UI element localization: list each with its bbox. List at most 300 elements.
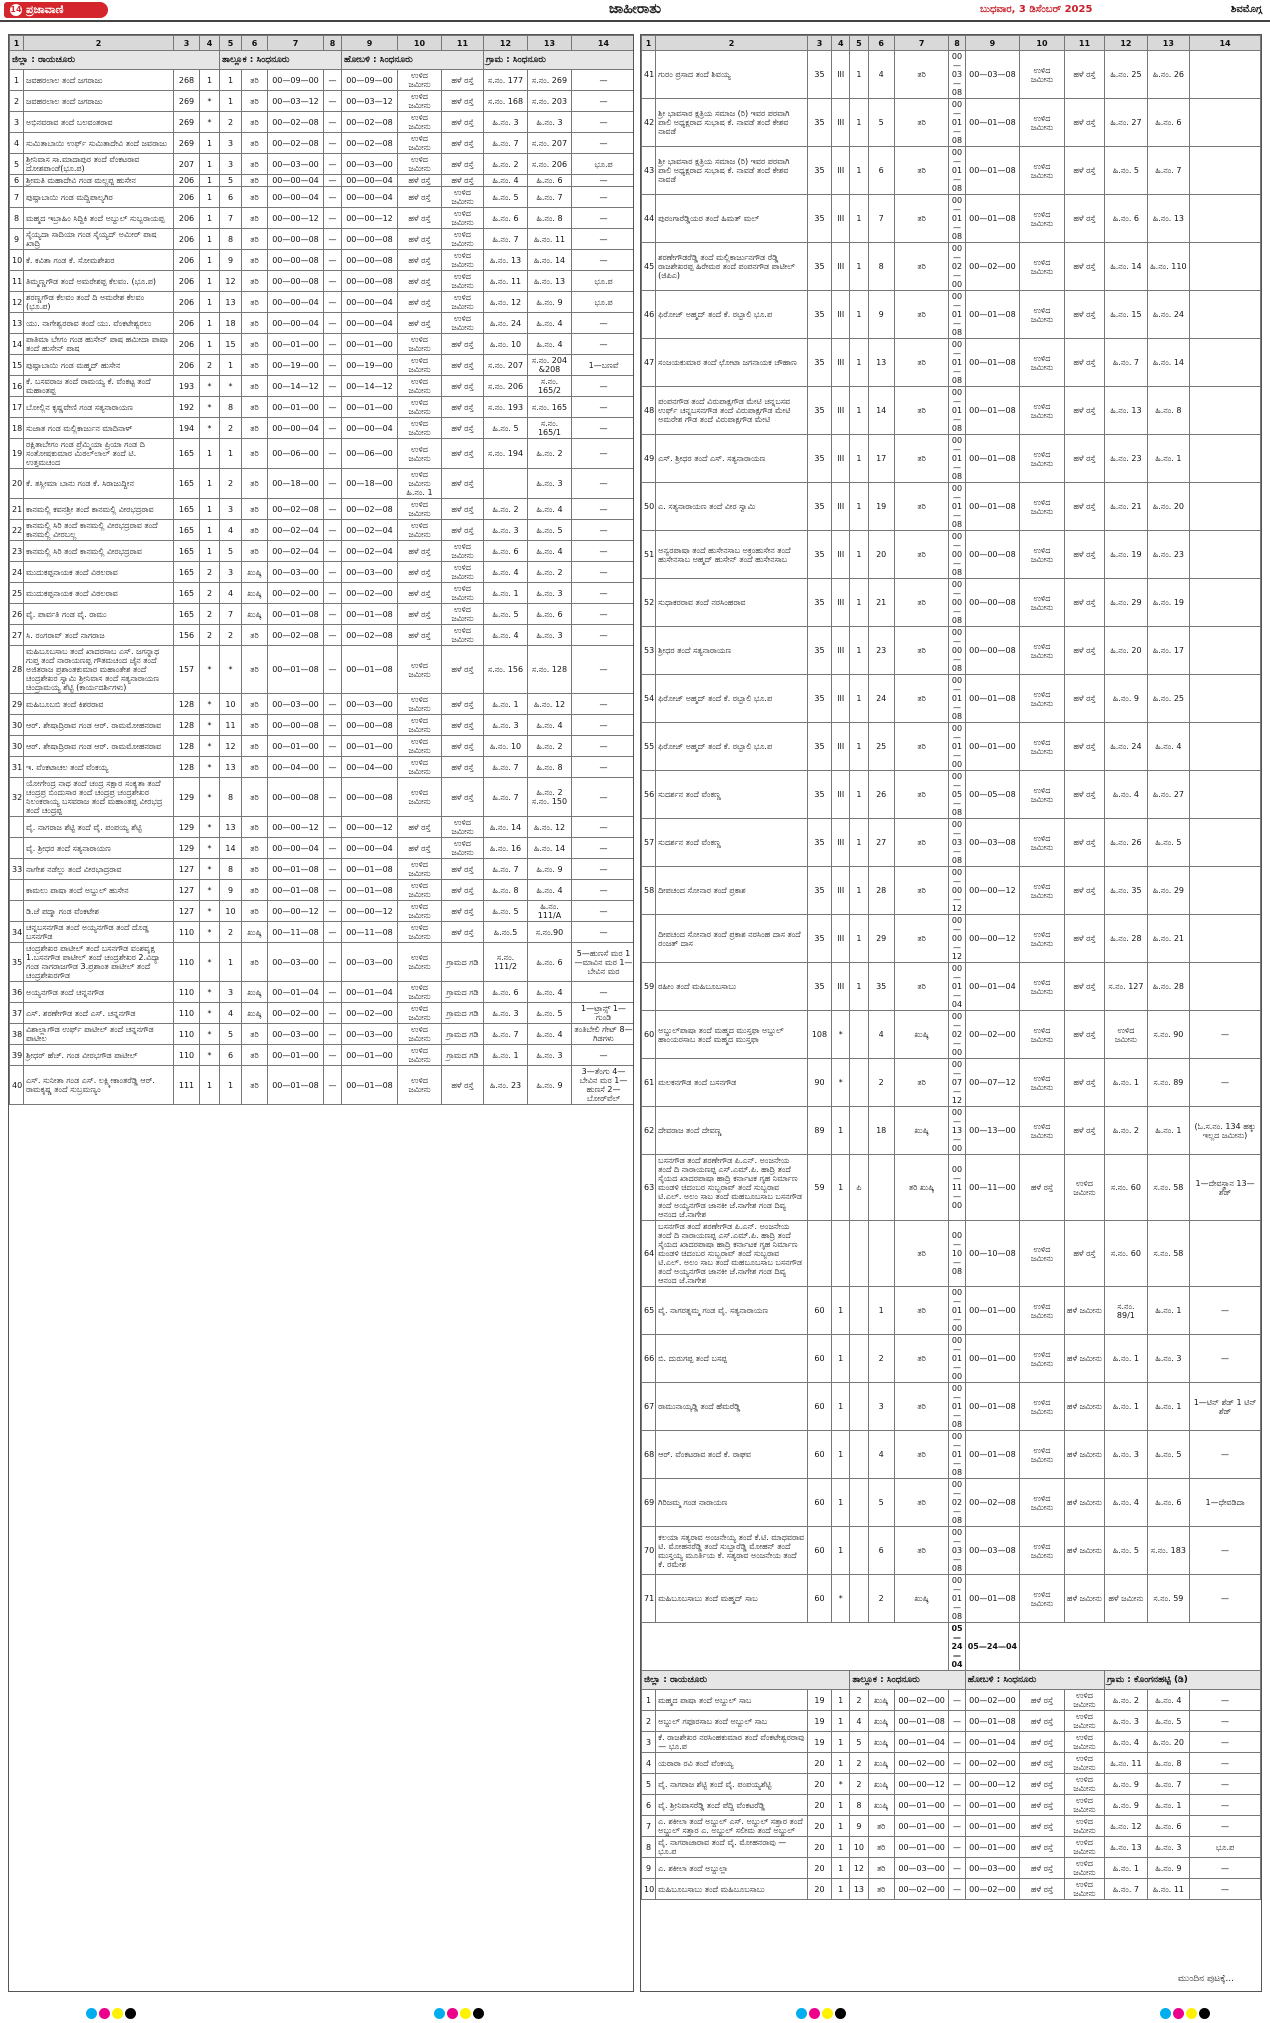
table-cell: ಹಿ.ನಂ. 2 (528, 439, 572, 469)
table-cell: 41 (642, 51, 656, 99)
table-cell: ಉಳಿದ ಜಮೀನು ಹಿ.ನಂ. 1 (398, 469, 442, 499)
table-cell: 00—01—08 (965, 675, 1020, 723)
table-cell: 108 (807, 1011, 831, 1059)
table-cell: 90 (807, 1059, 831, 1107)
column-header: 4 (200, 36, 220, 51)
table-cell: ಉಳಿದ ಜಮೀನು (1020, 1221, 1065, 1287)
table-cell: * (200, 694, 220, 715)
table-cell: 00—02—04 (342, 541, 398, 562)
table-cell: ತರಿ (242, 376, 268, 397)
table-cell: 3 (868, 1383, 894, 1431)
table-cell: ತರಿ (242, 838, 268, 859)
table-cell: 13 (220, 757, 242, 778)
table-cell: ಉಳಿದ ಜಮೀನು (398, 355, 442, 376)
table-cell: 00—03—12 (268, 91, 324, 112)
table-cell: ಆರ್. ವೆಂಕಟರಾವ ತಂದೆ ಕೆ. ರಾಘವ (656, 1431, 808, 1479)
table-cell: ಹಳೆ ರಸ್ತೆ (1064, 1221, 1104, 1287)
table-cell: 2 (220, 922, 242, 943)
table-cell: ಉಳಿದ ಜಮೀನು (442, 604, 484, 625)
table-cell: 00—00—12 (342, 901, 398, 922)
table-cell: — (1190, 1774, 1261, 1795)
table-cell: ಯರಾರಾ ರವಿ ತಂದೆ ವೆಂಕಯ್ಯ (656, 1753, 808, 1774)
table-cell: 11 (10, 271, 24, 292)
registration-dot (796, 2008, 807, 2019)
table-cell: 30 (10, 715, 24, 736)
table-cell (850, 1335, 868, 1383)
table-cell: — (572, 838, 635, 859)
table-cell: 00—13—00 (965, 1107, 1020, 1155)
table-cell: 35 (10, 943, 24, 982)
table-cell: 31 (10, 757, 24, 778)
table-cell (868, 1155, 894, 1221)
table-cell: ಮುದುಕಪ್ಪನಾಯಕ ತಂದೆ ವಿಠಲರಾವ (24, 562, 174, 583)
table-cell: 1 (832, 1879, 850, 1900)
table-cell: ಹಿ.ನಂ. 5 (484, 187, 528, 208)
table-cell: ಉಳಿದ ಜಮೀನು (1064, 1837, 1104, 1858)
table-cell: 60 (807, 1287, 831, 1335)
table-cell: ಹಿ.ನಂ. 7 (528, 187, 572, 208)
table-cell: 00—01—00 (342, 334, 398, 355)
table-cell: — (572, 91, 635, 112)
table-cell: ಗ್ರಾಮದ ಗಡಿ (442, 1024, 484, 1045)
table-cell: 00—06—00 (342, 439, 398, 469)
table-cell: 3 (220, 154, 242, 175)
table-cell: 44 (642, 195, 656, 243)
table-row (10, 334, 635, 355)
table-cell (1190, 627, 1261, 675)
table-cell: 1 (832, 1107, 850, 1155)
table-cell: 00—00—12 (268, 817, 324, 838)
table-cell: ಪಂಪನಗೌಡ ತಂದೆ ವಿರುಪಾಕ್ಷಗೌಡ ಮೇಟಿ ಚನ್ನಬಸವ ಉರ್ಫ್ ಚನ್ನಬಸನಗೌಡ ತಂದೆ ವಿರುಪಾಕ್ಷಗೌಡ ಮೇಟಿ ಅಮರೇಶ ಗೌಡ ತಂದೆ ವಿರುಪಾಕ್ಷಗೌಡ ಮೇಟಿ (656, 387, 808, 435)
section-title: ಜಾಹೀರಾತು (608, 1, 662, 17)
table-cell: ಹಿ.ನಂ. 3 (1105, 1711, 1147, 1732)
table-cell: 00—02—08 (965, 1479, 1020, 1527)
table-cell: — (572, 715, 635, 736)
table-cell: 00—02—00 (894, 1690, 949, 1711)
table-cell: ಉಳಿದ ಜಮೀನು (398, 715, 442, 736)
table-cell: 13 (220, 292, 242, 313)
table-cell: ವೈ. ನಾಗರತ್ನಮ್ಮ ಗಂಡ ವೈ. ಸತ್ಯನಾರಾಯಣ (656, 1287, 808, 1335)
registration-dot (86, 2008, 97, 2019)
table-cell: 1 (832, 1858, 850, 1879)
table-cell: ಗ್ರಾಮದ ಗಡಿ (442, 982, 484, 1003)
table-cell: ಸ.ನಂ. 194 (484, 439, 528, 469)
table-cell: * (200, 943, 220, 982)
table-cell: 36 (10, 982, 24, 1003)
table-cell: ಸುಮಿತಾಬಾಯಿ ಉರ್ಫ್ ಸುಮಿತಾದೇವಿ ತಂದೆ ಜವರಾಜು (24, 133, 174, 154)
table-cell: * (832, 1011, 850, 1059)
table-row (642, 1575, 1261, 1623)
table-cell: — (324, 922, 342, 943)
registration-dot (1186, 2008, 1197, 2019)
table-cell: * (200, 715, 220, 736)
table-cell: — (324, 1066, 342, 1105)
table-cell: III (832, 819, 850, 867)
table-row (642, 51, 1261, 99)
table-cell: ಹಿ.ನಂ. 1 (1105, 1335, 1147, 1383)
table-cell: 50 (642, 483, 656, 531)
table-cell: III (832, 963, 850, 1011)
table-cell: ತರಿ (242, 355, 268, 376)
table-cell: 128 (174, 715, 200, 736)
table-cell: 65 (642, 1287, 656, 1335)
table-cell: * (200, 859, 220, 880)
table-cell: ತರಿ (242, 70, 268, 91)
table-cell: * (200, 1003, 220, 1024)
table-cell: 3 (220, 499, 242, 520)
right-table (641, 35, 1261, 1900)
table-cell: 35 (807, 531, 831, 579)
table-cell: ಉಳಿದ ಜಮೀನು (398, 901, 442, 922)
table-cell: 1 (220, 1066, 242, 1105)
table-cell: ಉಳಿದ ಜಮೀನು (1020, 291, 1065, 339)
table-cell: ಉಳಿದ ಜಮೀನು (398, 859, 442, 880)
table-cell (850, 1287, 868, 1335)
table-cell: ಹಳೆ ರಸ್ತೆ (1064, 51, 1104, 99)
table-cell: ಹಿ.ನಂ. 6 (484, 982, 528, 1003)
table-cell: 35 (807, 339, 831, 387)
table-cell: ಉಳಿದ ಜಮೀನು (398, 376, 442, 397)
table-cell: 3 (220, 562, 242, 583)
table-cell: 00—04—00 (342, 757, 398, 778)
table-cell: III (832, 387, 850, 435)
table-cell: 1 (850, 387, 868, 435)
table-cell: 3—ತೆಂಗು 4—ಬೇವಿನ ಮರ 1—ಹುಣಸೆ 2—ಬೋರ್‌ವೆಲ್ (572, 1066, 635, 1105)
table-cell: 00—01—00 (268, 334, 324, 355)
table-cell: ಹಿ.ನಂ. 2 ಸ.ನಂ. 150 (528, 778, 572, 817)
table-cell: 1 (200, 541, 220, 562)
table-cell: ಹಳೆ ರಸ್ತೆ (1020, 1753, 1065, 1774)
table-cell: — (324, 133, 342, 154)
table-cell: 00—00—08 (949, 579, 965, 627)
column-header: 13 (1147, 36, 1189, 51)
table-cell: ಹಿ.ನಂ. 14 (528, 250, 572, 271)
table-cell: 00—02—04 (342, 520, 398, 541)
table-cell: 00—01—04 (949, 963, 965, 1011)
column-header: 7 (894, 36, 949, 51)
table-cell: 111 (174, 1066, 200, 1105)
table-cell: ಸ.ನಂ. 127 (1105, 963, 1147, 1011)
table-cell: ಉಳಿದ ಜಮೀನು (442, 817, 484, 838)
table-cell: ಹಿ.ನಂ. 4 (528, 541, 572, 562)
table-cell: — (324, 562, 342, 583)
table-cell: ಹಿ.ನಂ. 6 (528, 175, 572, 187)
table-cell: ಉಳಿದ ಜಮೀನು (1020, 531, 1065, 579)
table-cell: ಖುಷ್ಕಿ (868, 1711, 894, 1732)
table-cell: ಸ.ನಂ. 60 (1105, 1155, 1147, 1221)
table-cell: ಹಿ.ನಂ. 7 (1147, 147, 1189, 195)
table-cell: ಉಳಿದ ಜಮೀನು (398, 922, 442, 943)
table-cell: ಖುಷ್ಕಿ (868, 1795, 894, 1816)
table-cell: 1—ಟಿನ್ ಶೆಡ್ 1 ಟಿನ್ ಶೆಡ್ (1190, 1383, 1261, 1431)
table-cell: 16 (10, 376, 24, 397)
table-cell: ತರಿ (242, 499, 268, 520)
table-row (10, 376, 635, 397)
table-cell: ತರಿ (894, 1059, 949, 1107)
table-cell: ತರಿ (894, 435, 949, 483)
table-cell: 00—00—08 (268, 715, 324, 736)
table-cell: ಹಳೆ ರಸ್ತೆ (442, 646, 484, 694)
table-cell: 10 (642, 1879, 656, 1900)
table-cell: — (949, 1879, 965, 1900)
table-row (10, 313, 635, 334)
table-row (642, 1795, 1261, 1816)
table-cell: ಸ.ನಂ. 183 (1147, 1527, 1189, 1575)
table-cell: — (324, 982, 342, 1003)
table-cell: 7 (642, 1816, 656, 1837)
table-cell: ಯೋಗೇಂದ್ರ ನಾಥ ತಂದೆ ಚಂದ್ರ ಸಕ್ಷಾರ ಸಂಕೃತಾ ತಂದೆ ಚಂದ್ರಪ್ರ ಬಿಂದುಸಾರ ತಂದೆ ಚಂದ್ರಪ್ರ ಚಂದ್ರಶೇಖರ ನಿಲಂಕರಾಯ್ಯ ಬಸವರಾಜ ತಂದೆ ಮಹಾಂತಪ್ಪ ವೀರಭದ್ರ ತಂದೆ ಚಂದ್ರಪ್ಪ (24, 778, 174, 817)
table-cell: ಉಳಿದ ಜಮೀನು (398, 757, 442, 778)
table-cell: 206 (174, 334, 200, 355)
table-cell: ಕೆ. ತಸ್ಲೀಮಾ ಬಾನು ಗಂಡ ಕೆ. ಸಿರಾಜುದ್ದೀನ (24, 469, 174, 499)
table-cell: ತರಿ (894, 531, 949, 579)
table-cell: 00—03—12 (342, 91, 398, 112)
table-cell: 00—03—00 (268, 694, 324, 715)
table-cell: — (572, 208, 635, 229)
table-cell: 00—19—00 (268, 355, 324, 376)
column-header: 6 (868, 36, 894, 51)
table-cell: ಹಳೆ ರಸ್ತೆ (1064, 819, 1104, 867)
table-cell: ತರಿ (894, 1335, 949, 1383)
table-cell: 129 (174, 817, 200, 838)
table-cell: 00—01—08 (268, 646, 324, 694)
table-cell: 4 (868, 1431, 894, 1479)
table-cell: * (200, 1024, 220, 1045)
table-cell: 00—00—08 (965, 531, 1020, 579)
table-cell: ಹಿ.ನಂ. 5 (1147, 819, 1189, 867)
table-cell: ಹಳೆ ರಸ್ತೆ (1020, 1879, 1065, 1900)
table-cell (642, 1623, 949, 1671)
table-cell: — (572, 187, 635, 208)
table-cell: ಹಿ.ನಂ. 24 (1105, 723, 1147, 771)
table-cell: 1 (10, 70, 24, 91)
table-row (642, 1287, 1261, 1335)
table-cell: 00—00—04 (268, 292, 324, 313)
table-cell: ಹಳೆ ರಸ್ತೆ (1064, 387, 1104, 435)
table-cell: 6 (220, 187, 242, 208)
table-row (642, 483, 1261, 531)
table-cell: ಖುಷ್ಕಿ (242, 922, 268, 943)
table-cell: 1 (832, 1479, 850, 1527)
table-cell: ಅಯ್ಯನಗೌಡ ತಂದೆ ಚನ್ನನಗೌಡ (24, 982, 174, 1003)
table-cell: ನಾಗೇಶ ನಡೆಲ್ಲು ತಂದೆ ವೀರಭಾದ್ರರಾವ (24, 859, 174, 880)
table-cell: 35 (807, 99, 831, 147)
table-cell: ಹಿ.ನಂ. 3 (484, 112, 528, 133)
table-cell: ಹಳೆ ಜಮೀನು (1064, 1479, 1104, 1527)
table-cell: ಹಿ.ನಂ. 1 (1147, 1795, 1189, 1816)
table-cell: ಹಿ.ನಂ. 4 (528, 982, 572, 1003)
table-cell: 1 (832, 1431, 850, 1479)
table-cell: ಹಳೆ ಜಮೀನು (1064, 1383, 1104, 1431)
table-cell: 00—13—00 (949, 1107, 965, 1155)
table-cell: — (572, 70, 635, 91)
table-cell: 4 (868, 51, 894, 99)
table-cell: ಕಾನಮಲ್ಲಿ ಸಿರಿ ತಂದೆ ಕಾನಮಲ್ಲಿ ವೀರಭದ್ರರಾವ ತಂದೆ ಕಾನಮಲ್ಲಿ ವೀರಬಲ್ಲ (24, 520, 174, 541)
table-cell: III (832, 339, 850, 387)
table-cell: ಉಳಿದ ಜಮೀನು (1020, 195, 1065, 243)
table-cell: 35 (807, 291, 831, 339)
table-cell: 8 (220, 397, 242, 418)
table-cell: ಹಿ.ನಂ. 6 (484, 208, 528, 229)
table-cell: ತರಿ (894, 99, 949, 147)
table-cell: 00—02—08 (342, 499, 398, 520)
table-cell: ಹಿ.ನಂ. 6 (1147, 1816, 1189, 1837)
table-cell: ಹಿ.ನಂ. 7 (484, 859, 528, 880)
table-cell: 19 (807, 1732, 831, 1753)
column-header: 12 (1105, 36, 1147, 51)
table-cell: 1 (200, 70, 220, 91)
table-cell: ಉಳಿದ ಜಮೀನು (398, 982, 442, 1003)
table-row (10, 133, 635, 154)
table-row (642, 1431, 1261, 1479)
table-row (642, 675, 1261, 723)
table-cell: ಹಿ.ನಂ. 29 (1105, 579, 1147, 627)
table-row (10, 250, 635, 271)
table-cell: 6 (10, 175, 24, 187)
table-cell: ತರಿ (894, 819, 949, 867)
table-row (642, 1816, 1261, 1837)
table-cell: — (324, 334, 342, 355)
table-cell: ಹಿ.ನಂ. 3 (528, 625, 572, 646)
table-cell: 5 (220, 541, 242, 562)
table-row (10, 1066, 635, 1105)
table-cell: 00—02—00 (965, 1753, 1020, 1774)
table-cell: 24 (868, 675, 894, 723)
table-cell: 1 (220, 355, 242, 376)
registration-dot (473, 2008, 484, 2019)
table-cell: 00—01—00 (949, 723, 965, 771)
table-cell: — (949, 1816, 965, 1837)
table-cell: ಹಿ.ನಂ. 6 (1147, 99, 1189, 147)
table-row (10, 208, 635, 229)
continued-note: ಮುಂದಿನ ಪುಟಕ್ಕೆ... (1177, 1974, 1234, 1984)
table-cell: 1 (832, 1837, 850, 1858)
table-cell: ಹಳೆ ರಸ್ತೆ (1020, 1155, 1065, 1221)
table-row (642, 1753, 1261, 1774)
page-header (0, 0, 1270, 22)
table-cell: 3 (220, 133, 242, 154)
table-cell: 2 (850, 1690, 868, 1711)
table-cell: 27 (868, 819, 894, 867)
table-cell: ಉಳಿದ ಜಮೀನು (398, 1045, 442, 1066)
table-cell: 00—01—08 (965, 387, 1020, 435)
table-cell: III (832, 99, 850, 147)
logo-text: ಪ್ರಜಾವಾಣಿ (26, 3, 64, 16)
table-cell: ತರಿ (894, 291, 949, 339)
table-cell: ಸ.ನಂ. 203 (528, 91, 572, 112)
registration-dot (822, 2008, 833, 2019)
table-cell: ಹಳೆ ರಸ್ತೆ (398, 604, 442, 625)
table-cell: 18 (220, 313, 242, 334)
table-cell: 206 (174, 175, 200, 187)
location-row (642, 1671, 1261, 1690)
table-cell: ಉಳಿದ ಜಮೀನು (398, 778, 442, 817)
table-cell: ಉಳಿದ ಜಮೀನು (442, 229, 484, 250)
table-cell: 30 (10, 736, 24, 757)
table-cell: 00—00—12 (965, 915, 1020, 963)
table-cell: — (324, 271, 342, 292)
table-cell: — (324, 859, 342, 880)
table-cell: ಹಿ.ನಂ. 4 (484, 625, 528, 646)
column-header: 14 (572, 36, 635, 51)
table-cell: * (200, 982, 220, 1003)
table-cell: ಹಿ.ನಂ. 4 (528, 334, 572, 355)
table-cell: * (200, 880, 220, 901)
table-cell (1190, 99, 1261, 147)
table-cell: 00—03—00 (965, 1858, 1020, 1879)
table-cell: ತರಿ (894, 51, 949, 99)
table-cell: 13 (220, 817, 242, 838)
table-cell: ತರಿ (894, 1383, 949, 1431)
column-header: 4 (832, 36, 850, 51)
table-cell: ಹಳೆ ರಸ್ತೆ (1064, 771, 1104, 819)
table-cell: 89 (807, 1107, 831, 1155)
table-cell: ಹಿ.ನಂ. 20 (1147, 1732, 1189, 1753)
table-cell: ಗ್ರಾಮದ ಗಡಿ (442, 1045, 484, 1066)
table-cell: ಖುಷ್ಕಿ (242, 982, 268, 1003)
registration-marks (86, 2004, 138, 2018)
table-cell: ಹಿ.ನಂ. 3 (1105, 1431, 1147, 1479)
table-cell: 165 (174, 583, 200, 604)
table-cell: 00—01—08 (949, 435, 965, 483)
table-cell: 00—03—08 (949, 51, 965, 99)
table-cell: ಉಳಿದ ಜಮೀನು (1020, 387, 1065, 435)
table-cell: 35 (807, 147, 831, 195)
table-cell: ಉಳಿದ ಜಮೀನು (1064, 1753, 1104, 1774)
table-cell: 5—ಹುಣಸೆ ಮರ 1—ಮಾವಿನ ಮರ 1—ಬೇವಿನ ಮರ (572, 943, 635, 982)
table-cell: — (572, 922, 635, 943)
table-cell: ಹಿ.ನಂ. 4 (1105, 1732, 1147, 1753)
table-cell: ಹಳೆ ರಸ್ತೆ (1064, 1059, 1104, 1107)
table-cell: ಹಿ.ನಂ. 3 (1147, 1837, 1189, 1858)
table-cell: ಹಳೆ ರಸ್ತೆ (398, 583, 442, 604)
table-cell: ಹಳೆ ರಸ್ತೆ (1064, 963, 1104, 1011)
table-cell: — (324, 1024, 342, 1045)
table-cell: — (572, 499, 635, 520)
table-cell: 1 (200, 520, 220, 541)
table-cell: 1 (832, 1816, 850, 1837)
table-cell: 00—02—08 (342, 133, 398, 154)
table-cell: — (1190, 1575, 1261, 1623)
table-cell: ಹಳೆ ರಸ್ತೆ (442, 1066, 484, 1105)
table-body (10, 51, 635, 1105)
table-cell: ಉಳಿದ ಜಮೀನು (1020, 579, 1065, 627)
table-cell: — (572, 541, 635, 562)
table-row (10, 418, 635, 439)
table-cell: ಹಿ.ನಂ. 8 (1147, 387, 1189, 435)
table-cell: ಸ.ನಂ. 207 (484, 355, 528, 376)
table-cell: ಹಿ.ನಂ. 14 (484, 817, 528, 838)
table-cell: 00—11—08 (268, 922, 324, 943)
table-cell: ತರಿ (242, 736, 268, 757)
table-cell: ತರಿ (894, 1479, 949, 1527)
table-cell: 00—01—00 (965, 1795, 1020, 1816)
table-cell: — (572, 901, 635, 922)
table-cell: ಹಿ.ನಂ. 29 (1147, 867, 1189, 915)
table-cell: 2 (200, 604, 220, 625)
table-cell: ಹಿ.ನಂ. 10 (484, 334, 528, 355)
table-cell: ಹಳೆ ರಸ್ತೆ (398, 625, 442, 646)
table-row (642, 1335, 1261, 1383)
table-cell: — (324, 778, 342, 817)
table-cell: ಹಳೆ ರಸ್ತೆ (1020, 1774, 1065, 1795)
table-header (10, 36, 635, 51)
table-cell: ಉಳಿದ ಜಮೀನು (442, 625, 484, 646)
table-cell: ಶ್ರೀ ಭಾವಸಾರ ಕ್ಷತ್ರಿಯ ಸಮಾಜ (ರಿ) ಇವರ ಪರವಾಗಿ ಪಾಲಿ ಅಧ್ಯಕ್ಷರಾದ ಸುಭಾಷ ಕೆ. ನಾವಡೆ ತಂದೆ ಕೇಶವ ನಾವಡೆ (656, 99, 808, 147)
table-cell: 2 (850, 1753, 868, 1774)
table-cell: 00—01—00 (268, 1045, 324, 1066)
registration-dot (809, 2008, 820, 2019)
